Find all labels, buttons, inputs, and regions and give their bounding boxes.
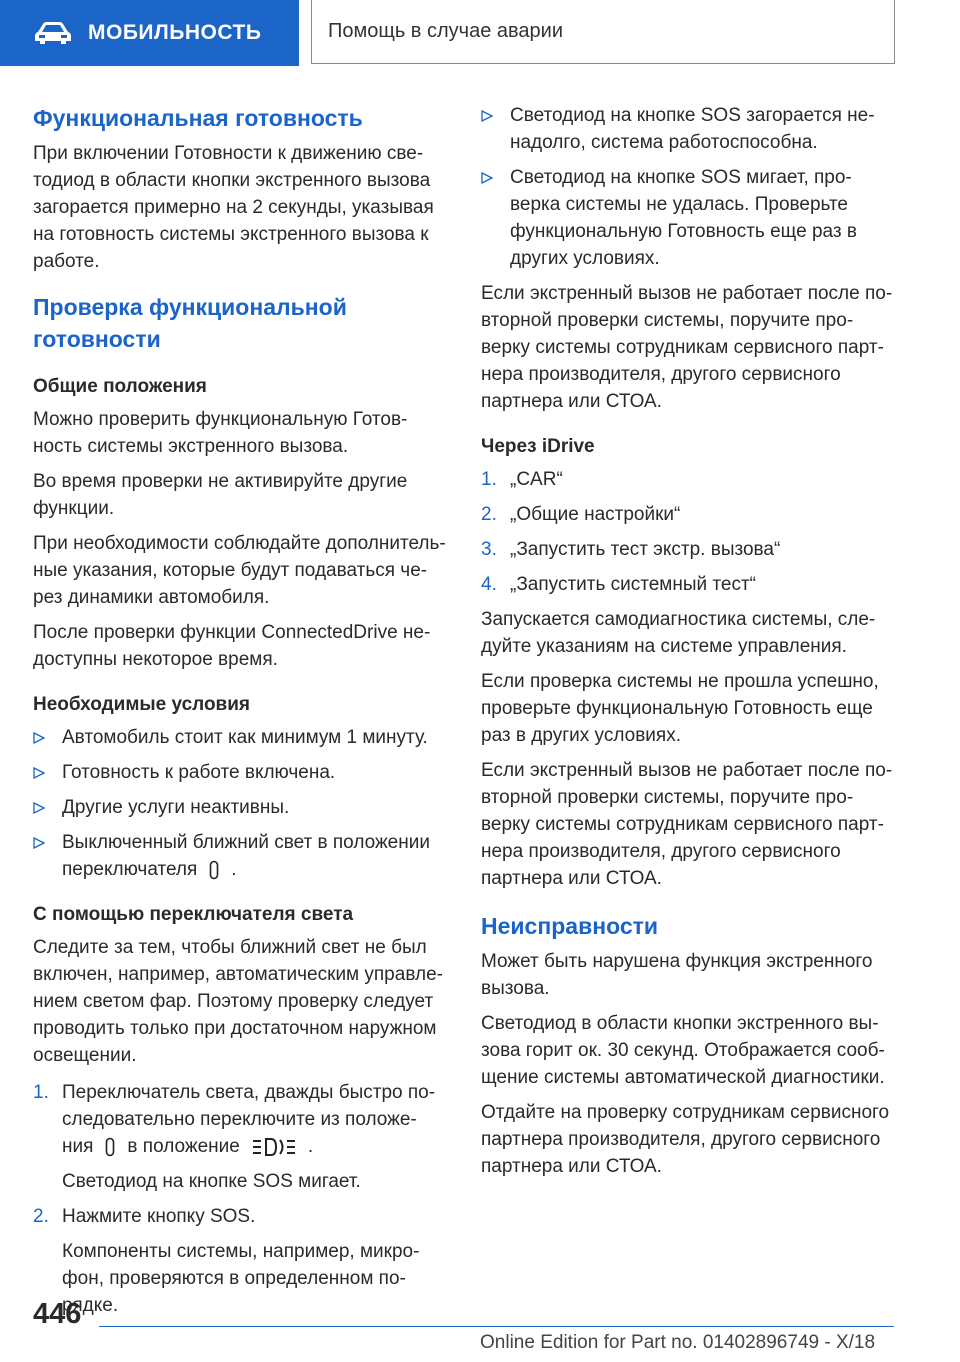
list-item (33, 759, 448, 786)
list-item (481, 164, 896, 272)
right-column (481, 102, 896, 1188)
low-beam-icon (252, 1136, 296, 1158)
list-item (33, 724, 448, 751)
step-number: 2. (33, 1206, 49, 1227)
step-note: Компоненты системы, например, микро-фон, проверяются в определенном по-рядке. (62, 1241, 420, 1316)
step-number: 3. (481, 539, 497, 560)
paragraph: Светодиод в области кнопки экстренного вы-зова горит ок. 30 секунд. Отображается сооб-щение системы автоматической диагностики. (481, 1013, 885, 1088)
step-text: в положение (127, 1136, 240, 1157)
paragraph: Отдайте на проверку сотрудникам сервисного партнера производителя, другого сервисного партнера или СТОА. (481, 1102, 890, 1177)
step-text: „CAR“ (510, 469, 563, 490)
bullet-triangle-icon (33, 837, 45, 849)
list-item-text: Светодиод на кнопке SOS мигает, про-верка системы не удалась. Проверьте функциональную Готовность еще раз в других условиях. (510, 167, 857, 269)
bullet-triangle-icon (481, 172, 493, 184)
topic-title: Помощь в случае аварии (328, 20, 563, 42)
paragraph: При включении Готовности к движению све-тодиод в области кнопки экстренного вызова загорается примерно на 2 секунды, указывая на готовность системы экстренного вызова к работе. (33, 143, 434, 272)
list-item-text: Светодиод на кнопке SOS загорается не-надолго, система работоспособна. (510, 105, 875, 153)
heading-functional-readiness: Функциональная готовность (33, 105, 363, 131)
heading-faults: Неисправности (481, 913, 659, 939)
heading-idrive: Через iDrive (481, 436, 595, 457)
page-number: 446 (33, 1298, 82, 1330)
step-number: 4. (481, 574, 497, 595)
list-item-text-end: . (231, 859, 237, 880)
section-tab (0, 0, 299, 66)
footer-edition: Online Edition for Part no. 01402896749 - X/18 (480, 1332, 876, 1353)
paragraph: Если проверка системы не прошла успешно, проверьте функциональную Готовность еще раз в других условиях. (481, 671, 879, 746)
light-switch-off-icon (105, 1137, 115, 1157)
footer-divider (99, 1326, 894, 1327)
list-item (33, 829, 448, 883)
step-text: Переключатель света, дважды быстро по-следовательно переключите из положе-ния (62, 1082, 436, 1157)
step-text: „Общие настройки“ (510, 504, 681, 525)
heading-light-switch: С помощью переключателя света (33, 904, 354, 925)
step-number: 2. (481, 504, 497, 525)
bullet-triangle-icon (33, 802, 45, 814)
bullet-triangle-icon (33, 767, 45, 779)
paragraph: Во время проверки не активируйте другие функции. (33, 471, 408, 519)
step-number: 1. (481, 469, 497, 490)
heading-check-readiness: Проверка функциональной готовности (33, 294, 347, 352)
step-item (33, 1203, 448, 1319)
left-column (33, 102, 448, 1327)
list-item-text: Готовность к работе включена. (62, 762, 336, 783)
paragraph: Может быть нарушена функция экстренного вызова. (481, 951, 873, 999)
car-icon (34, 20, 72, 46)
list-item (33, 794, 448, 821)
step-item (481, 571, 896, 598)
step-text: „Запустить тест экстр. вызова“ (510, 539, 781, 560)
heading-conditions: Необходимые условия (33, 694, 251, 715)
paragraph: Запускается самодиагностика системы, сле-дуйте указаниям на системе управления. (481, 609, 876, 657)
list-item-text: Другие услуги неактивны. (62, 797, 290, 818)
step-item (33, 1079, 448, 1195)
step-text: Нажмите кнопку SOS. (62, 1206, 256, 1227)
section-title: МОБИЛЬНОСТЬ (88, 21, 262, 44)
heading-general: Общие положения (33, 376, 207, 397)
topic-tab (311, 0, 895, 64)
list-item (481, 102, 896, 156)
light-switch-off-icon (209, 860, 219, 880)
paragraph: Можно проверить функциональную Готов-ность системы экстренного вызова. (33, 409, 408, 457)
step-note: Светодиод на кнопке SOS мигает. (62, 1171, 361, 1192)
paragraph: Если экстренный вызов не работает после по-вторной проверки системы, поручите про-верку системы сотрудникам сервисного парт-нера производителя, другого сервисного партнера или СТОА. (481, 283, 893, 412)
bullet-triangle-icon (481, 110, 493, 122)
step-text-end: . (307, 1136, 314, 1157)
paragraph: Если экстренный вызов не работает после по-вторной проверки системы, поручите про-верку системы сотрудникам сервисного парт-нера производителя, другого сервисного партнера или СТОА. (481, 760, 893, 889)
step-number: 1. (33, 1082, 49, 1103)
step-item (481, 536, 896, 563)
bullet-triangle-icon (33, 732, 45, 744)
list-item-text: Автомобиль стоит как минимум 1 минуту. (62, 727, 428, 748)
step-item (481, 501, 896, 528)
paragraph: Следите за тем, чтобы ближний свет не был включен, например, автоматическим управле-нием светом фар. Поэтому проверку следует проводить только при достаточном наружном освещении. (33, 937, 443, 1066)
step-item (481, 466, 896, 493)
paragraph: При необходимости соблюдайте дополнитель-ные указания, которые будут подаваться че-рез динамики автомобиля. (33, 533, 446, 608)
step-text: „Запустить системный тест“ (510, 574, 756, 595)
list-item-text: Выключенный ближний свет в положении переключателя (62, 832, 430, 880)
paragraph: После проверки функции ConnectedDrive не-доступны некоторое время. (33, 622, 431, 670)
